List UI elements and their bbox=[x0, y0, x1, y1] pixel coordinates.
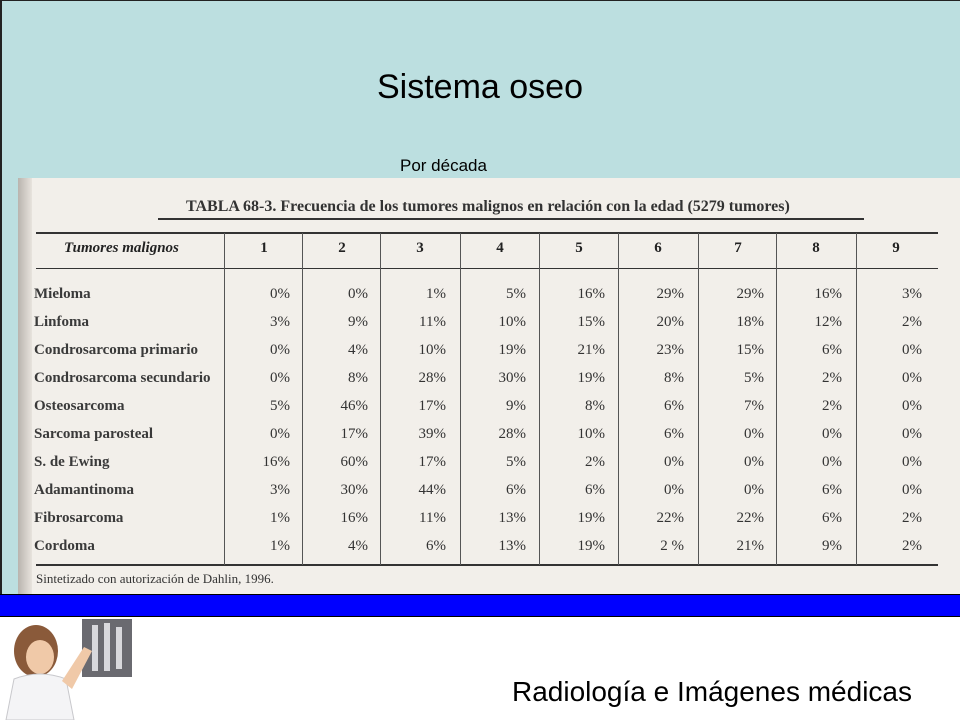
table-cell: 2 % bbox=[660, 538, 684, 554]
table-cell: 2% bbox=[822, 370, 842, 386]
table-cell: 19% bbox=[577, 510, 605, 526]
table-cell: 16% bbox=[340, 510, 368, 526]
table-cell: 3% bbox=[270, 482, 290, 498]
slide-footer: Radiología e Imágenes médicas bbox=[511, 676, 912, 707]
column-separator bbox=[460, 233, 461, 565]
table-cell: 0% bbox=[902, 454, 922, 470]
table-cell: 6% bbox=[822, 342, 842, 358]
column-header-decade-3: 3 bbox=[416, 240, 424, 256]
table-top-rule bbox=[36, 232, 938, 234]
table-cell: 21% bbox=[736, 538, 764, 554]
column-header-decade-4: 4 bbox=[496, 240, 504, 256]
radiologist-photo bbox=[0, 617, 160, 720]
tumor-name: Condrosarcoma primario bbox=[34, 342, 199, 358]
tumor-name: Adamantinoma bbox=[34, 482, 135, 498]
table-cell: 20% bbox=[656, 314, 684, 330]
table-cell: 0% bbox=[902, 426, 922, 442]
table-cell: 44% bbox=[418, 482, 446, 498]
table-cell: 0% bbox=[664, 482, 684, 498]
table-cell: 2% bbox=[902, 314, 922, 330]
table-cell: 10% bbox=[577, 426, 605, 442]
table-cell: 30% bbox=[340, 482, 368, 498]
table-cell: 6% bbox=[664, 398, 684, 414]
table-cell: 0% bbox=[744, 482, 764, 498]
table-cell: 4% bbox=[348, 538, 368, 554]
blue-divider-bar bbox=[0, 594, 960, 617]
table-cell: 15% bbox=[736, 342, 764, 358]
column-header-decade-9: 9 bbox=[892, 240, 900, 256]
table-cell: 21% bbox=[577, 342, 605, 358]
table-cell: 16% bbox=[814, 286, 842, 302]
table-cell: 0% bbox=[822, 426, 842, 442]
table-cell: 3% bbox=[270, 314, 290, 330]
tumor-name: Linfoma bbox=[34, 314, 90, 330]
table-cell: 29% bbox=[736, 286, 764, 302]
table-cell: 29% bbox=[656, 286, 684, 302]
table-cell: 22% bbox=[736, 510, 764, 526]
column-separator bbox=[698, 233, 699, 565]
column-separator bbox=[224, 233, 225, 565]
column-header-decade-7: 7 bbox=[734, 240, 742, 256]
table-cell: 28% bbox=[418, 370, 446, 386]
table-cell: 2% bbox=[585, 454, 605, 470]
table-cell: 11% bbox=[419, 314, 446, 330]
table-cell: 2% bbox=[822, 398, 842, 414]
table-cell: 0% bbox=[902, 370, 922, 386]
table-cell: 39% bbox=[418, 426, 446, 442]
table-cell: 11% bbox=[419, 510, 446, 526]
table-cell: 6% bbox=[822, 510, 842, 526]
column-separator bbox=[856, 233, 857, 565]
column-separator bbox=[539, 233, 540, 565]
table-cell: 22% bbox=[656, 510, 684, 526]
tumor-name: S. de Ewing bbox=[34, 454, 110, 470]
table-cell: 0% bbox=[270, 342, 290, 358]
table-cell: 8% bbox=[585, 398, 605, 414]
table-cell: 10% bbox=[418, 342, 446, 358]
table-cell: 12% bbox=[814, 314, 842, 330]
table-cell: 5% bbox=[744, 370, 764, 386]
table-cell: 6% bbox=[585, 482, 605, 498]
slide-subtitle: Por década bbox=[400, 156, 487, 175]
table-cell: 0% bbox=[744, 426, 764, 442]
table-cell: 0% bbox=[664, 454, 684, 470]
table-cell: 6% bbox=[426, 538, 446, 554]
tumor-name: Osteosarcoma bbox=[34, 398, 125, 414]
table-cell: 19% bbox=[577, 538, 605, 554]
table-cell: 19% bbox=[498, 342, 526, 358]
table-cell: 0% bbox=[744, 454, 764, 470]
tumor-name: Fibrosarcoma bbox=[34, 510, 124, 526]
table-cell: 6% bbox=[664, 426, 684, 442]
table-cell: 5% bbox=[270, 398, 290, 414]
column-header-decade-1: 1 bbox=[260, 240, 268, 256]
table-cell: 0% bbox=[270, 370, 290, 386]
table-cell: 0% bbox=[822, 454, 842, 470]
table-cell: 60% bbox=[340, 454, 368, 470]
header-rule bbox=[36, 268, 938, 269]
table-cell: 1% bbox=[270, 538, 290, 554]
column-header-decade-5: 5 bbox=[575, 240, 583, 256]
tumor-name: Cordoma bbox=[34, 538, 95, 554]
caption-rule bbox=[158, 218, 864, 220]
table-cell: 13% bbox=[498, 538, 526, 554]
table-cell: 9% bbox=[822, 538, 842, 554]
slide-title: Sistema oseo bbox=[377, 68, 583, 106]
table-cell: 5% bbox=[506, 454, 526, 470]
table-cell: 16% bbox=[577, 286, 605, 302]
table-caption: TABLA 68-3. Frecuencia de los tumores malignos en relación con la edad (5279 tumores) bbox=[186, 198, 790, 215]
table-cell: 0% bbox=[902, 482, 922, 498]
column-header-decade-8: 8 bbox=[812, 240, 820, 256]
column-separator bbox=[302, 233, 303, 565]
table-cell: 8% bbox=[664, 370, 684, 386]
table-cell: 28% bbox=[498, 426, 526, 442]
table-cell: 4% bbox=[348, 342, 368, 358]
table-cell: 15% bbox=[577, 314, 605, 330]
table-cell: 1% bbox=[270, 510, 290, 526]
table-cell: 17% bbox=[340, 426, 368, 442]
table-cell: 17% bbox=[418, 398, 446, 414]
column-header-decade-2: 2 bbox=[338, 240, 346, 256]
table-cell: 7% bbox=[744, 398, 764, 414]
column-separator bbox=[776, 233, 777, 565]
table-cell: 0% bbox=[270, 426, 290, 442]
table-cell: 0% bbox=[348, 286, 368, 302]
table-cell: 0% bbox=[902, 342, 922, 358]
doctor-face bbox=[26, 640, 54, 674]
table-bottom-rule bbox=[36, 564, 938, 566]
table-cell: 1% bbox=[426, 286, 446, 302]
table-cell: 10% bbox=[498, 314, 526, 330]
table-cell: 23% bbox=[656, 342, 684, 358]
table-cell: 3% bbox=[902, 286, 922, 302]
table-source: Sintetizado con autorización de Dahlin, 1996. bbox=[36, 571, 274, 586]
table-cell: 9% bbox=[348, 314, 368, 330]
tumor-name: Mieloma bbox=[34, 286, 91, 302]
row-header-label: Tumores malignos bbox=[64, 240, 179, 256]
table-cell: 0% bbox=[902, 398, 922, 414]
column-separator bbox=[618, 233, 619, 565]
tumor-name: Condrosarcoma secundario bbox=[34, 370, 211, 386]
tumor-name: Sarcoma parosteal bbox=[34, 426, 154, 442]
table-cell: 6% bbox=[506, 482, 526, 498]
table-cell: 46% bbox=[340, 398, 368, 414]
table-cell: 5% bbox=[506, 286, 526, 302]
table-cell: 18% bbox=[736, 314, 764, 330]
table-cell: 2% bbox=[902, 538, 922, 554]
table-cell: 30% bbox=[498, 370, 526, 386]
column-header-decade-6: 6 bbox=[654, 240, 662, 256]
table-cell: 6% bbox=[822, 482, 842, 498]
table-cell: 19% bbox=[577, 370, 605, 386]
table-cell: 17% bbox=[418, 454, 446, 470]
table-cell: 9% bbox=[506, 398, 526, 414]
column-separator bbox=[380, 233, 381, 565]
table-cell: 16% bbox=[262, 454, 290, 470]
table-cell: 13% bbox=[498, 510, 526, 526]
table-cell: 2% bbox=[902, 510, 922, 526]
scanned-table bbox=[18, 178, 960, 594]
table-cell: 0% bbox=[270, 286, 290, 302]
table-cell: 8% bbox=[348, 370, 368, 386]
